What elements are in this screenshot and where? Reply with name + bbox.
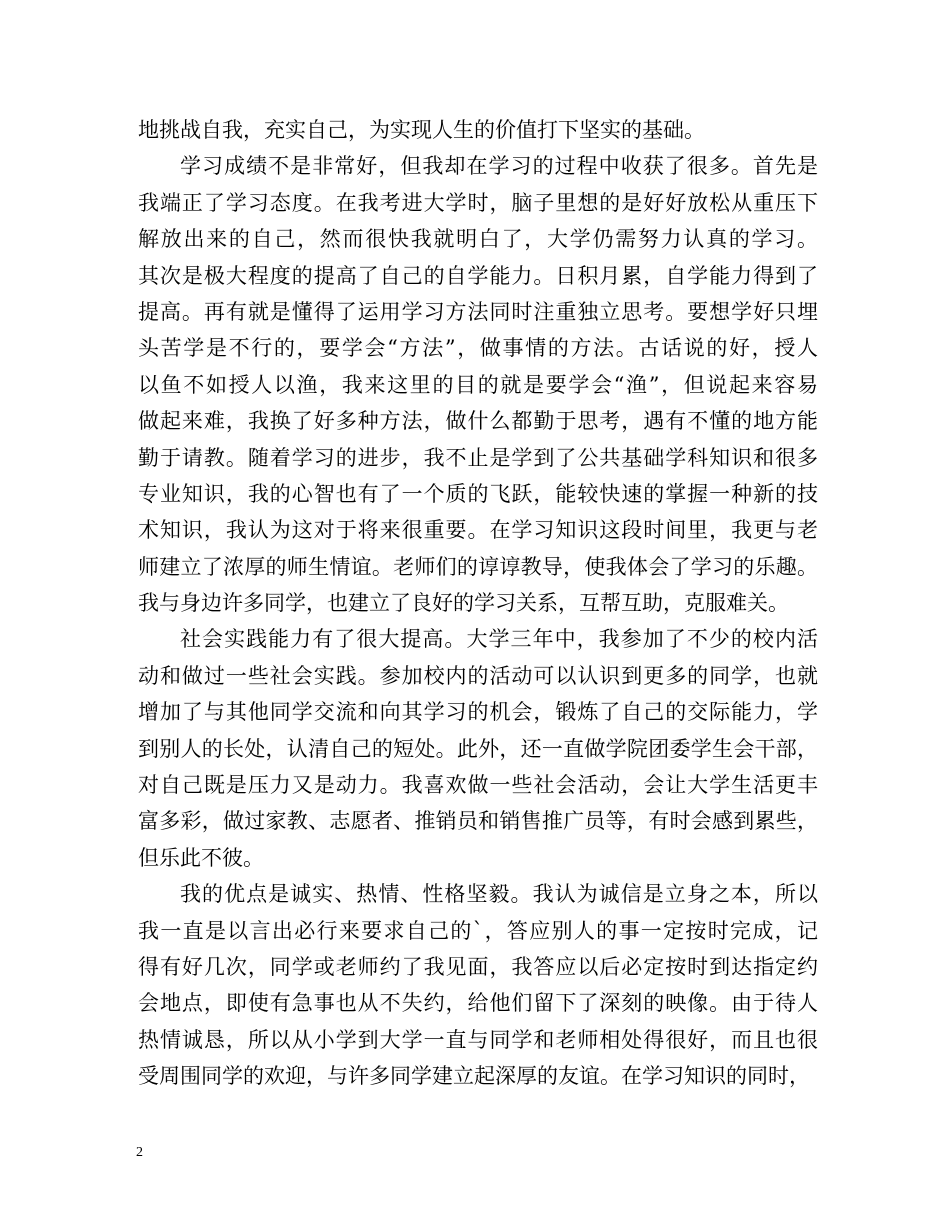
- text-line: 动和做过一些社会实践。参加校内的活动可以认识到更多的同学，也就: [138, 663, 819, 688]
- text-line: 勤于请教。随着学习的进步，我不止是学到了公共基础学科知识和很多: [138, 445, 819, 470]
- text-line: 以鱼不如授人以渔，我来这里的目的就是要学会“渔”，但说起来容易: [138, 372, 820, 397]
- text-line: 增加了与其他同学交流和向其学习的机会，锻炼了自己的交际能力，学: [138, 700, 819, 725]
- text-line: 对自己既是压力又是动力。我喜欢做一些社会活动，会让大学生活更丰: [138, 773, 819, 798]
- page-number: 2: [136, 1145, 143, 1160]
- text-line: 我的优点是诚实、热情、性格坚毅。我认为诚信是立身之本，所以: [180, 882, 820, 907]
- body-text: [138, 112, 818, 1095]
- text-line: 富多彩，做过家教、志愿者、推销员和销售推广员等，有时会感到累些，: [138, 809, 819, 834]
- text-line: 社会实践能力有了很大提高。大学三年中，我参加了不少的校内活: [180, 627, 820, 652]
- text-line: 到别人的长处，认清自己的短处。此外，还一直做学院团委学生会干部，: [138, 736, 819, 761]
- text-line: 解放出来的自己，然而很快我就明白了，大学仍需努力认真的学习。: [138, 227, 820, 252]
- text-line: 我一直是以言出必行来要求自己的`，答应别人的事一定按时完成，记: [138, 918, 820, 943]
- text-line: 受周围同学的欢迎，与许多同学建立起深厚的友谊。在学习知识的同时，: [138, 1064, 810, 1089]
- text-line: 术知识，我认为这对于将来很重要。在学习知识这段时间里，我更与老: [138, 518, 819, 543]
- text-line: 地挑战自我，充实自己，为实现人生的价值打下坚实的基础。: [138, 118, 705, 142]
- text-line: 提高。再有就是懂得了运用学习方法同时注重独立思考。要想学好只埋: [138, 299, 819, 324]
- text-line: 头苦学是不行的，要学会“方法”，做事情的方法。古话说的好，授人: [138, 336, 820, 361]
- text-line: 我端正了学习态度。在我考进大学时，脑子里想的是好好放松从重压下: [138, 190, 819, 215]
- text-line: 我与身边许多同学，也建立了良好的学习关系，互帮互助，克服难关。: [138, 591, 789, 616]
- text-line: 专业知识，我的心智也有了一个质的飞跃，能较快速的掌握一种新的技: [138, 481, 819, 506]
- text-line: 会地点，即使有急事也从不失约，给他们留下了深刻的映像。由于待人: [138, 991, 819, 1016]
- text-line: 做起来难，我换了好多种方法，做什么都勤于思考，遇有不懂的地方能: [138, 409, 819, 434]
- text-line: 师建立了浓厚的师生情谊。老师们的谆谆教导，使我体会了学习的乐趣。: [138, 554, 819, 579]
- text-line: 学习成绩不是非常好，但我却在学习的过程中收获了很多。首先是: [180, 154, 820, 179]
- text-line: 但乐此不彼。: [138, 845, 264, 870]
- text-line: 热情诚恳，所以从小学到大学一直与同学和老师相处得很好，而且也很: [138, 1027, 819, 1052]
- text-line: 其次是极大程度的提高了自己的自学能力。日积月累，自学能力得到了: [138, 263, 819, 288]
- text-line: 得有好几次，同学或老师约了我见面，我答应以后必定按时到达指定约: [138, 954, 819, 979]
